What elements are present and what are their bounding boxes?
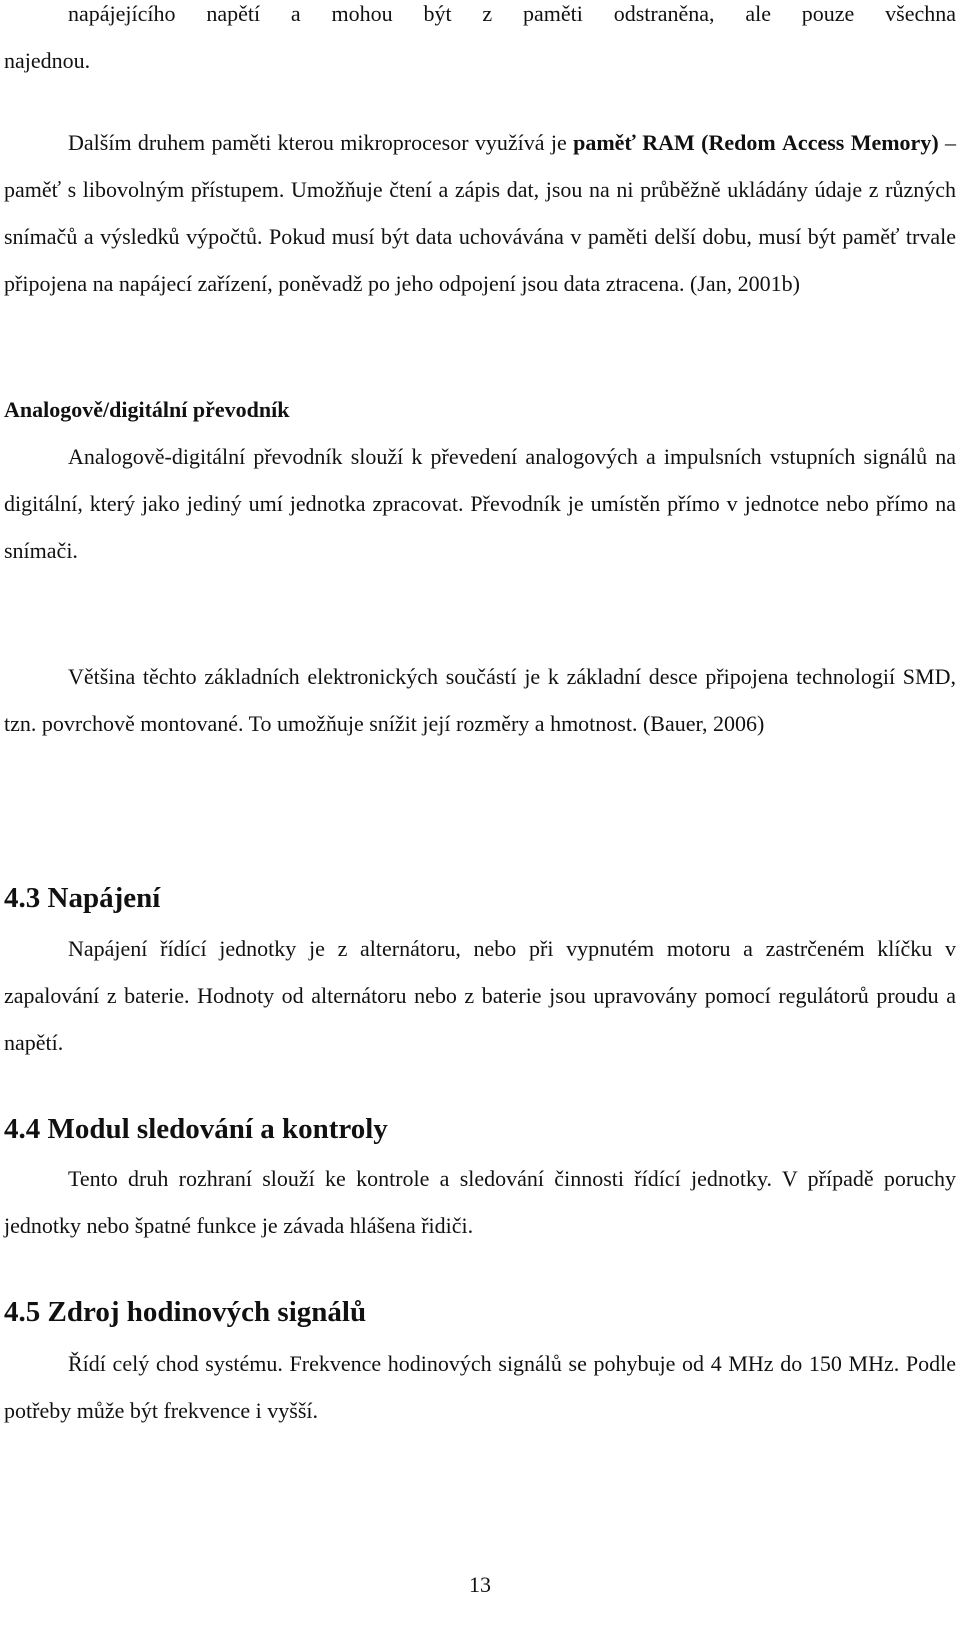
section-heading-4-3: 4.3 Napájení xyxy=(4,882,161,914)
paragraph-text: Dalším druhem paměti kterou mikroprocesor využívá je xyxy=(68,130,567,155)
paragraph-smd xyxy=(4,653,956,747)
page-number: 13 xyxy=(469,1572,491,1597)
paragraph-line: napájejícího napětí a mohou být z paměti odstraněna, ale pouze všechna xyxy=(68,1,956,26)
section-heading-4-4: 4.4 Modul sledování a kontroly xyxy=(4,1113,388,1145)
paragraph-text: Tento druh rozhraní slouží ke kontrole a sledování činnosti řídící jednotky. V případě poruchy jednotky nebo špatné funkce je závada hlášena řidiči. xyxy=(4,1166,956,1238)
paragraph-power xyxy=(4,925,956,1066)
paragraph-continued xyxy=(4,0,956,84)
section-heading-4-5: 4.5 Zdroj hodinových signálů xyxy=(4,1296,367,1328)
paragraph-text: – paměť s libovolným přístupem. Umožňuje čtení a zápis dat, jsou na ni průběžně ukládány údaje z různých snímačů a výsledků výpočtů. Pokud musí být data uchovávána v paměti delší dobu, musí být paměť trvale připojena na napájecí zařízení, poněvadž po jeho odpojení jsou data ztracena. (Jan, 2001b) xyxy=(4,130,957,296)
paragraph-text: Většina těchto základních elektronických součástí je k základní desce připojena technologií SMD, tzn. povrchově montované. To umožňuje snížit její rozměry a hmotnost. (Bauer, 2006) xyxy=(4,664,956,736)
paragraph-clock xyxy=(4,1340,956,1434)
paragraph-adc xyxy=(4,433,956,574)
paragraph-text: Napájení řídící jednotky je z alternátoru, nebo při vypnutém motoru a zastrčeném klíčku v zapalování z baterie. Hodnoty od alternátoru nebo z baterie jsou upravovány pomocí regulátorů proudu a napětí. xyxy=(4,936,956,1055)
paragraph-text: Řídí celý chod systému. Frekvence hodinových signálů se pohybuje od 4 MHz do 150 MHz. Podle potřeby může být frekvence i vyšší. xyxy=(4,1351,956,1423)
paragraph-text: Analogově-digitální převodník slouží k převedení analogových a impulsních vstupních signálů na digitální, který jako jediný umí jednotka zpracovat. Převodník je umístěn přímo v jednotce nebo přímo na snímači. xyxy=(4,444,956,563)
bold-term: Access Memory) xyxy=(782,130,939,155)
paragraph-monitoring xyxy=(4,1155,956,1249)
paragraph-line: najednou. xyxy=(4,48,91,73)
bold-term: paměť RAM (Redom xyxy=(573,130,776,155)
paragraph-ram xyxy=(4,119,956,307)
section-heading: Analogově/digitální převodník xyxy=(4,397,290,422)
